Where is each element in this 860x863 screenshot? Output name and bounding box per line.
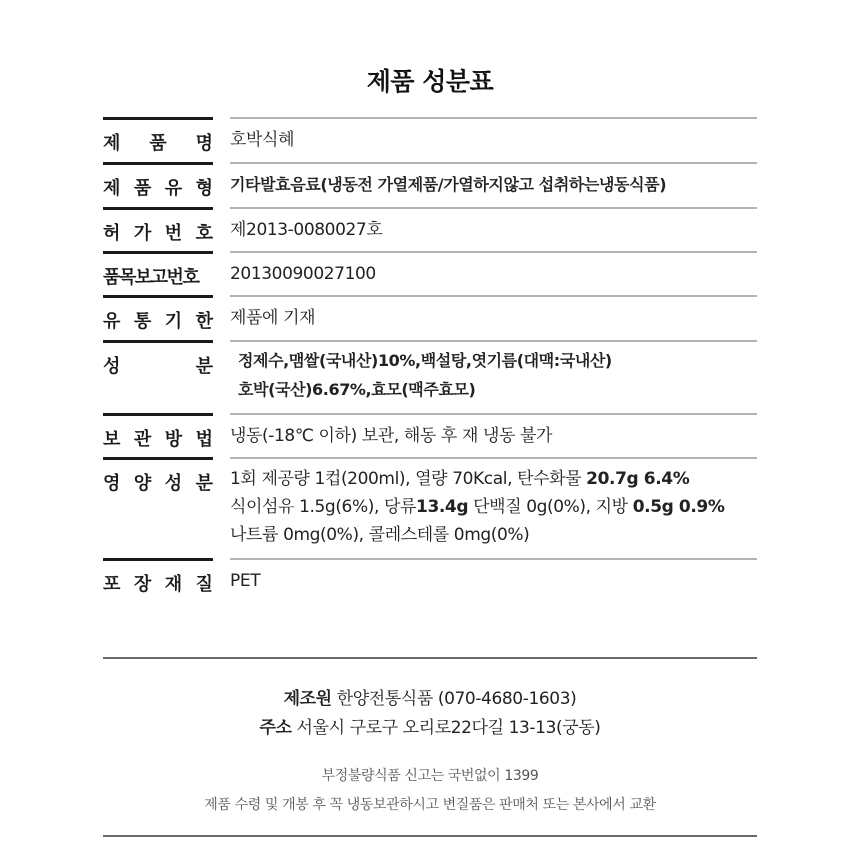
label-packaging: 포 장 재 질 <box>103 558 213 603</box>
row-product-type <box>103 162 757 207</box>
ingredients-line-1: 정제수,맴쌀(국내산)10%,백설탕,엿기름(대맥:국내산) <box>238 351 612 370</box>
value-expiry: 제품에 기재 <box>230 295 757 340</box>
value-packaging: PET <box>230 558 757 603</box>
nutrition-line-3: 나트륨 0mg(0%), 콜레스테롤 0mg(0%) <box>230 525 530 545</box>
manufacturer-line: 제조원 한양전통식품 (070-4680-1603) <box>283 689 577 709</box>
notice-line-1: 부정불량식품 신고는 국번없이 1399 <box>321 768 539 784</box>
row-expiry <box>103 295 757 340</box>
row-license-number <box>103 207 757 251</box>
footer-divider-top <box>103 657 757 659</box>
ingredients-line-2: 호박(국산)6.67%,효모(맥주효모) <box>238 380 476 399</box>
address-line: 주소 서울시 구로구 오리로22다길 13-13(궁동) <box>259 718 601 738</box>
label-expiry: 유 통 기 한 <box>103 295 213 340</box>
label-license-number: 허 가 번 호 <box>103 207 213 251</box>
notice-line-2: 제품 수령 및 개봉 후 꼭 냉동보관하시고 변질품은 판매처 또는 본사에서 교환 <box>204 797 656 813</box>
footer-divider-bottom <box>103 835 757 837</box>
value-report-number: 20130090027100 <box>230 251 757 295</box>
notice-info <box>0 762 860 820</box>
value-storage: 냉동(-18℃ 이하) 보관, 해동 후 재 냉동 불가 <box>230 413 757 457</box>
label-storage: 보 관 방 법 <box>103 413 213 457</box>
value-nutrition <box>230 457 757 558</box>
label-report-number: 품목보고번호 <box>103 251 213 295</box>
manufacturer-info <box>0 685 860 743</box>
row-packaging <box>103 558 757 603</box>
row-ingredients <box>103 340 757 413</box>
value-product-type: 기타발효음료(냉동전 가열제품/가열하지않고 섭취하는냉동식품) <box>230 162 757 207</box>
value-ingredients <box>230 340 757 413</box>
label-ingredients: 성 분 <box>103 340 213 413</box>
row-product-name <box>103 117 757 162</box>
row-nutrition <box>103 457 757 558</box>
label-nutrition: 영 양 성 분 <box>103 457 213 558</box>
page-title: 제품 성분표 <box>366 67 494 96</box>
nutrition-line-2: 식이섬유 1.5g(6%), 당류13.4g 단백질 0g(0%), 지방 0.5g 0.9% <box>230 497 725 517</box>
value-product-name: 호박식혜 <box>230 117 757 162</box>
row-report-number <box>103 251 757 295</box>
value-license-number: 제2013-0080027호 <box>230 207 757 251</box>
row-storage <box>103 413 757 457</box>
ingredients-table <box>103 117 757 603</box>
nutrition-line-1: 1회 제공량 1컵(200ml), 열량 70Kcal, 탄수화물 20.7g 6.4% <box>230 469 690 489</box>
label-product-type: 제 품 유 형 <box>103 162 213 207</box>
label-product-name: 제 품 명 <box>103 117 213 162</box>
